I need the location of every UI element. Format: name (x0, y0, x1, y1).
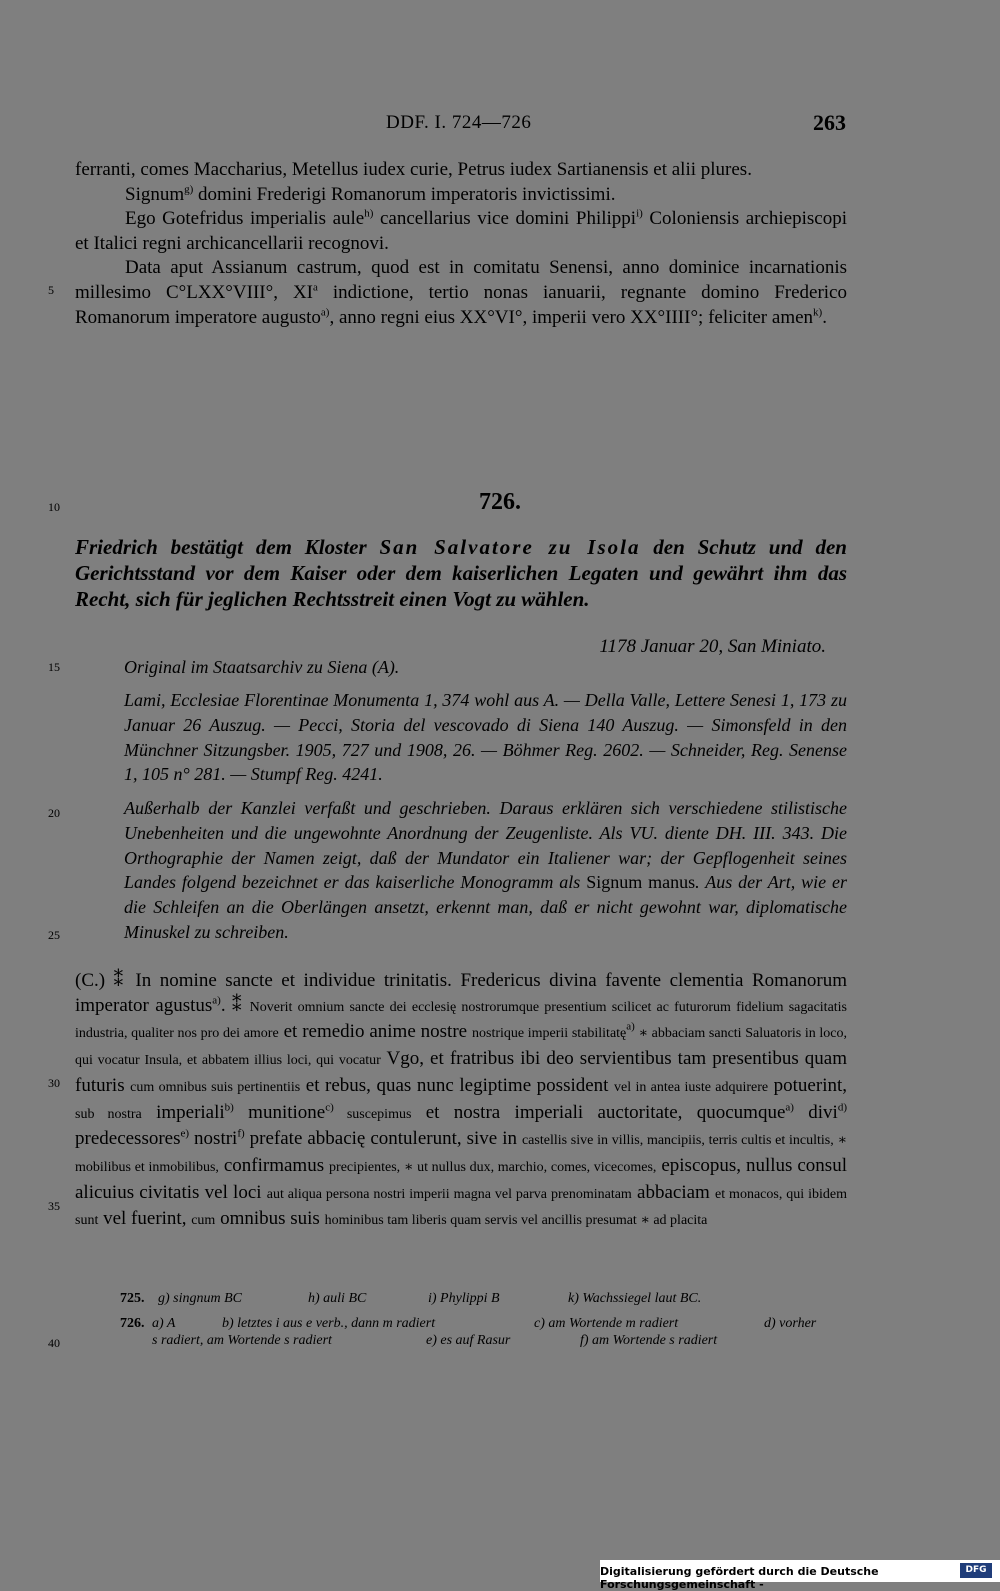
line-number: 20 (48, 806, 60, 820)
dating-line: Data aput Assianum castrum, quod est in comitatu Senensi, anno dominice incarnationis millesimo C°LXX°VIII°, $XI^a$ indictione, tertio nonas ianuarii, regnante domino Frederico Romanorum imperatore augusto$^{a)}$, anno regni eius XX°VI°, imperii vero XX°IIII°; feliciter amen$^{k)}$. (75, 257, 847, 328)
literature-note: Lami, Ecclesiae Florentinae Monumenta 1, 374 wohl aus A. — Della Valle, Lettere Senesi 1, 173 zu Januar 26 Auszug. — Pecci, Storia del vescovado di Siena 140 Auszug. — Simonsfeld in den Münchner Sitzungsber. 1905, 727 und 1908, 26. — Böhmer Reg. 2602. — Schneider, Reg. Senense 1, 105 n° 281. — Stumpf Reg. 4241. (124, 690, 847, 785)
footnotes-726-cont: s radiert, am Wortende s radiert e) es auf Rasur f) am Wortende s radiert (152, 1333, 718, 1348)
footnotes-726: 726. a) A b) letztes i aus e verb., dann m radiert c) am Wortende m radiert d) vorher (120, 1316, 817, 1331)
line-number: 35 (48, 1199, 60, 1213)
funding-footer (600, 1560, 1000, 1591)
date-place-line: 1178 Januar 20, San Miniato. (599, 636, 826, 657)
commentary-note: Außerhalb der Kanzlei verfaßt und geschrieben. Daraus erklären sich verschiedene stilistische Unebenheiten und die ungewohnte Anordnung der Zeugenliste. Als VU. diente DH. III. 343. Die Orthographie der Namen zeigt, daß der Mundator ein Italiener war; der Gepflogenheit seines Landes folgend bezeichnet er das kaiserliche Monogramm als Signum manus. Aus der Art, wie er die Schleifen an die Oberlängen ansetzt, erkennt man, daß er nicht gewohnt war, diplomatische Minuskel zu schreiben. (124, 798, 847, 942)
funding-text: Digitalisierung gefördert durch die Deutsche Forschungsgemeinschaft - (600, 1565, 879, 1591)
footnotes-725: 725. g) singnum BC h) auli BC i) Phylippi B k) Wachssiegel laut BC. (120, 1291, 702, 1306)
page-number: 263 (813, 110, 846, 135)
diploma-text: (C.) ⁑ In nomine sancte et individue trinitatis. Fredericus divina favente clementia Romanorum imperator agustus$^{a)}$. ⁑ Noverit omnium sancte dei ecclesię nostrorumque presentium scilicet ac futurorum fidelium sagacitatis industria, qualiter nos pro dei amore et remedio anime nostre nostrique imperii stabilitatę$^{a)}$ ∗ abbaciam sancti Saluatoris in loco, qui vocatur Insula, et abbatem illius loci, qui vocatur Vgo, et fratribus ibi deo servientibus tam presentibus quam futuris cum omnibus suis pertinentiis et rebus, quas nunc legiptime possident vel in antea iuste adquirere potuerint, sub nostra imperiali$^{b)}$ munitione$^{c)}$ suscepimus et nostra imperiali auctoritate, quocumque$^{a)}$ divi$^{d)}$ predecessores$^{e)}$ nostri$^{f)}$ prefate abbacię contulerunt, sive in castellis sive in villis, mancipiis, terris cultis et incultis, ∗ mobilibus et inmobilibus, confirmamus precipientes, ∗ ut nullus dux, marchio, comes, vicecomes, episcopus, nullus consul alicuius civitatis vel loci aut aliqua persona nostri imperii magna vel parva prenominatam abbaciam et monacos, qui ibidem sunt vel fuerint, cum omnibus suis hominibus tam liberis quam servis vel ancillis presumat ∗ ad placita (75, 970, 848, 1230)
witness-continuation: ferranti, comes Maccharius, Metellus iudex curie, Petrus iudex Sartianensis et alii plures. (75, 159, 752, 180)
line-number: 30 (48, 1076, 60, 1090)
document-number: 726. (479, 489, 521, 515)
previous-document-end (75, 158, 847, 330)
line-number: 40 (48, 1336, 60, 1350)
line-number: 10 (48, 500, 60, 514)
signum-line: Signum$^{g)}$ domini Frederigi Romanorum imperatoris invictissimi. (125, 183, 616, 205)
dfg-logo: DFG (960, 1563, 992, 1578)
line-number: 25 (48, 928, 60, 942)
tradition-note: Original im Staatsarchiv zu Siena (A). (124, 657, 400, 677)
line-number: 5 (48, 283, 54, 297)
running-head-title: DDF. I. 724—726 (386, 112, 532, 133)
regest: Friedrich bestätigt dem Kloster San Salvatore zu Isola den Schutz und den Gerichtsstand vor dem Kaiser oder dem kaiserlichen Legaten und gewährt ihm das Recht, sich für jeglichen Rechtsstreit einen Vogt zu wählen. (75, 535, 847, 611)
line-number: 15 (48, 660, 60, 674)
monastery-name: San Salvatore zu Isola (379, 535, 641, 559)
recognition-line: Ego Gotefridus imperialis aule$^{h)}$ cancellarius vice domini Philippi$^{i)}$ Coloniensis archiepiscopi et Italici regni archicancellarii recognovi. (75, 207, 847, 254)
running-head (0, 112, 1000, 140)
